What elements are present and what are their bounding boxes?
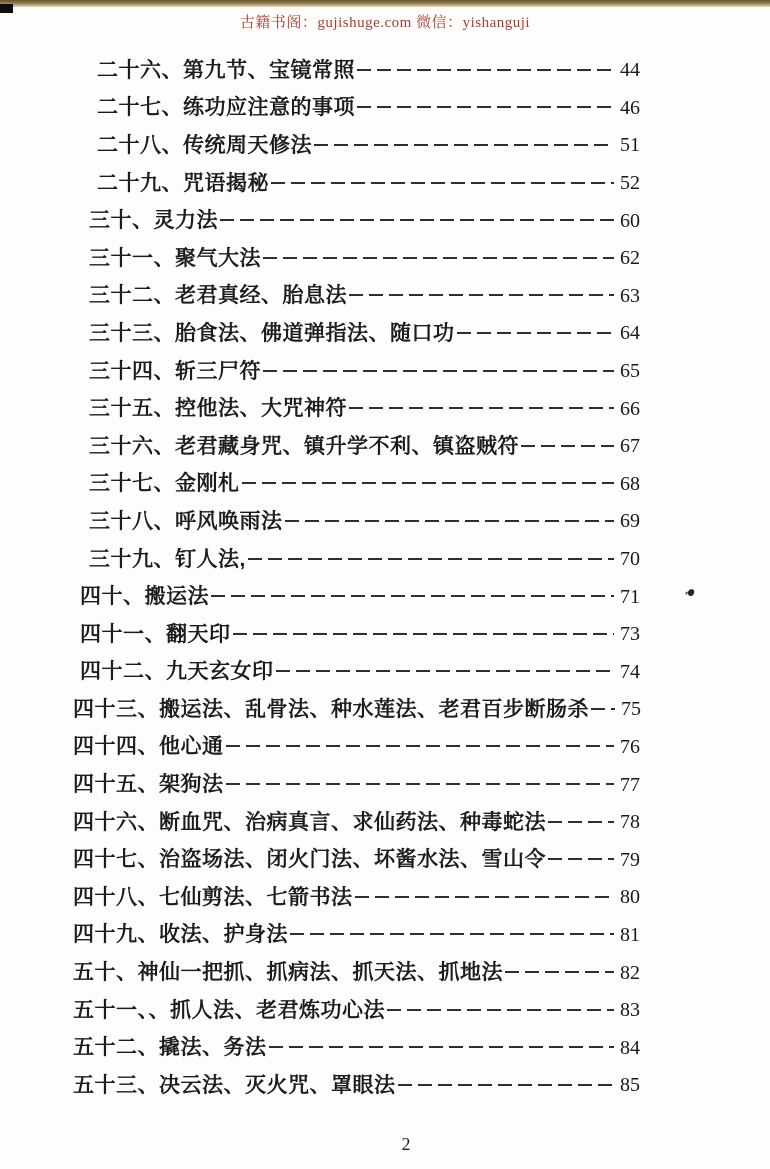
toc-row bbox=[70, 1065, 640, 1103]
watermark-header: 古籍书阁：gujishuge.com 微信：yishanguji bbox=[239, 15, 531, 31]
dash-leader bbox=[226, 783, 615, 785]
toc-entry-title: 二十八、传统周天修法 bbox=[97, 133, 312, 157]
toc-entry-title: 二十九、咒语揭秘 bbox=[97, 171, 269, 195]
dash-leader bbox=[263, 370, 614, 372]
toc-row bbox=[70, 88, 640, 126]
toc-row bbox=[70, 952, 640, 990]
toc-page-number: 85 bbox=[620, 1074, 640, 1097]
toc-row bbox=[70, 238, 640, 276]
toc-row bbox=[70, 163, 640, 201]
dash-leader bbox=[211, 595, 614, 597]
toc-page-number: 63 bbox=[620, 284, 640, 307]
dash-leader bbox=[521, 445, 614, 447]
toc-page-number: 74 bbox=[620, 660, 640, 683]
toc-page-number: 44 bbox=[620, 59, 640, 82]
toc-entry-title: 三十三、胎食法、佛道弹指法、随口功 bbox=[89, 321, 455, 345]
toc-page-number: 79 bbox=[620, 848, 640, 871]
toc-page-number: 60 bbox=[620, 209, 640, 232]
toc-entry-title: 三十七、金刚札 bbox=[89, 472, 240, 496]
toc-row bbox=[70, 351, 640, 389]
toc-page-number: 51 bbox=[620, 134, 640, 157]
toc-page-number: 62 bbox=[620, 247, 640, 270]
dash-leader bbox=[269, 1046, 615, 1048]
page-number: 2 bbox=[401, 1134, 411, 1154]
toc-page-number: 66 bbox=[620, 397, 640, 420]
toc-row bbox=[70, 125, 640, 163]
toc-entry-title: 四十五、架狗法 bbox=[73, 773, 224, 797]
toc-list bbox=[70, 50, 640, 1103]
toc-page-number: 67 bbox=[620, 435, 640, 458]
toc-page-number: 64 bbox=[620, 322, 640, 345]
toc-entry-title: 二十七、练功应注意的事项 bbox=[97, 96, 355, 120]
toc-row bbox=[70, 539, 640, 577]
scan-edge-top bbox=[0, 0, 770, 7]
toc-entry-title: 四十八、七仙剪法、七箭书法 bbox=[73, 885, 353, 909]
toc-entry-title: 三十六、老君藏身咒、镇升学不利、镇盗贼符 bbox=[89, 434, 519, 458]
toc-page-number: 73 bbox=[620, 623, 640, 646]
dash-leader bbox=[357, 69, 614, 71]
toc-entry-title: 四十六、断血咒、治病真言、求仙药法、种毒蛇法 bbox=[73, 810, 546, 834]
dash-leader bbox=[398, 1084, 615, 1086]
dash-leader bbox=[276, 670, 615, 672]
toc-entry-title: 五十二、撬法、务法 bbox=[73, 1036, 267, 1060]
toc-page-number: 81 bbox=[620, 923, 640, 946]
toc-page-number: 70 bbox=[620, 548, 640, 571]
toc-entry-title: 三十八、呼风唤雨法 bbox=[89, 509, 283, 533]
toc-row bbox=[70, 426, 640, 464]
toc-entry-title: 三十四、斩三尸符 bbox=[89, 359, 261, 383]
toc-entry-title: 五十三、决云法、灭火咒、罩眼法 bbox=[73, 1073, 396, 1097]
toc-row bbox=[70, 50, 640, 88]
toc-page-number: 68 bbox=[620, 472, 640, 495]
toc-row bbox=[70, 1027, 640, 1065]
dash-leader bbox=[457, 332, 615, 334]
toc-row bbox=[70, 276, 640, 314]
toc-entry-title: 三十九、钉人法, bbox=[89, 547, 246, 571]
toc-entry-title: 二十六、第九节、宝镜常照 bbox=[97, 58, 355, 82]
dash-leader bbox=[349, 407, 614, 409]
toc-page-number: 83 bbox=[620, 999, 640, 1022]
dash-leader bbox=[271, 182, 614, 184]
toc-entry-title: 三十五、控他法、大咒神符 bbox=[89, 397, 347, 421]
dash-leader bbox=[591, 708, 615, 710]
dash-leader bbox=[285, 520, 615, 522]
toc-row bbox=[70, 839, 640, 877]
toc-entry-title: 四十四、他心通 bbox=[73, 735, 224, 759]
toc-row bbox=[70, 501, 640, 539]
toc-row bbox=[70, 614, 640, 652]
dash-leader bbox=[349, 294, 614, 296]
toc-entry-title: 五十一、、抓人法、老君炼功心法 bbox=[73, 998, 385, 1022]
toc-row bbox=[70, 576, 640, 614]
toc-row bbox=[70, 464, 640, 502]
dash-leader bbox=[548, 858, 614, 860]
toc-page-number: 82 bbox=[620, 961, 640, 984]
toc-page-number: 71 bbox=[620, 585, 640, 608]
toc-row bbox=[70, 990, 640, 1028]
dash-leader bbox=[248, 558, 614, 560]
toc-row bbox=[70, 764, 640, 802]
toc-row bbox=[70, 689, 640, 727]
toc-entry-title: 三十二、老君真经、胎息法 bbox=[89, 284, 347, 308]
toc-page-number: 76 bbox=[620, 735, 640, 758]
toc-entry-title: 五十、神仙一把抓、抓病法、抓天法、抓地法 bbox=[73, 961, 503, 985]
dash-leader bbox=[233, 633, 615, 635]
toc-row bbox=[70, 313, 640, 351]
dash-leader bbox=[220, 219, 614, 221]
toc-row bbox=[70, 727, 640, 765]
toc-page-number: 69 bbox=[620, 510, 640, 533]
toc-page-number: 65 bbox=[620, 360, 640, 383]
toc-row bbox=[70, 388, 640, 426]
toc-entry-title: 三十、灵力法 bbox=[89, 209, 218, 233]
dash-leader bbox=[387, 1009, 614, 1011]
toc-row bbox=[70, 200, 640, 238]
dash-leader bbox=[314, 144, 614, 146]
toc-row bbox=[70, 877, 640, 915]
dash-leader bbox=[242, 482, 615, 484]
toc-page-number: 46 bbox=[620, 96, 640, 119]
dash-leader bbox=[548, 821, 614, 823]
toc-page-number: 80 bbox=[620, 886, 640, 909]
toc-entry-title: 四十、搬运法 bbox=[80, 585, 209, 609]
toc-row bbox=[70, 915, 640, 953]
toc-page-number: 52 bbox=[620, 172, 640, 195]
toc-row bbox=[70, 802, 640, 840]
dash-leader bbox=[505, 971, 614, 973]
toc-entry-title: 三十一、聚气大法 bbox=[89, 246, 261, 270]
toc-page-number: 78 bbox=[620, 811, 640, 834]
toc-page-number: 77 bbox=[620, 773, 640, 796]
toc-page-number: 84 bbox=[620, 1036, 640, 1059]
toc-page-number: 75 bbox=[621, 698, 641, 721]
dash-leader bbox=[226, 745, 615, 747]
toc-entry-title: 四十二、九天玄女印 bbox=[80, 660, 274, 684]
toc-entry-title: 四十七、治盗场法、闭火门法、坏酱水法、雪山令 bbox=[73, 848, 546, 872]
toc-entry-title: 四十三、搬运法、乱骨法、种水莲法、老君百步断肠杀 bbox=[73, 697, 589, 721]
ink-speck bbox=[687, 588, 695, 597]
toc-entry-title: 四十一、翻天印 bbox=[80, 622, 231, 646]
dash-leader bbox=[355, 896, 615, 898]
toc-entry-title: 四十九、收法、护身法 bbox=[73, 923, 288, 947]
toc-row bbox=[70, 652, 640, 690]
dash-leader bbox=[290, 933, 614, 935]
dash-leader bbox=[263, 257, 614, 259]
dash-leader bbox=[357, 106, 614, 108]
